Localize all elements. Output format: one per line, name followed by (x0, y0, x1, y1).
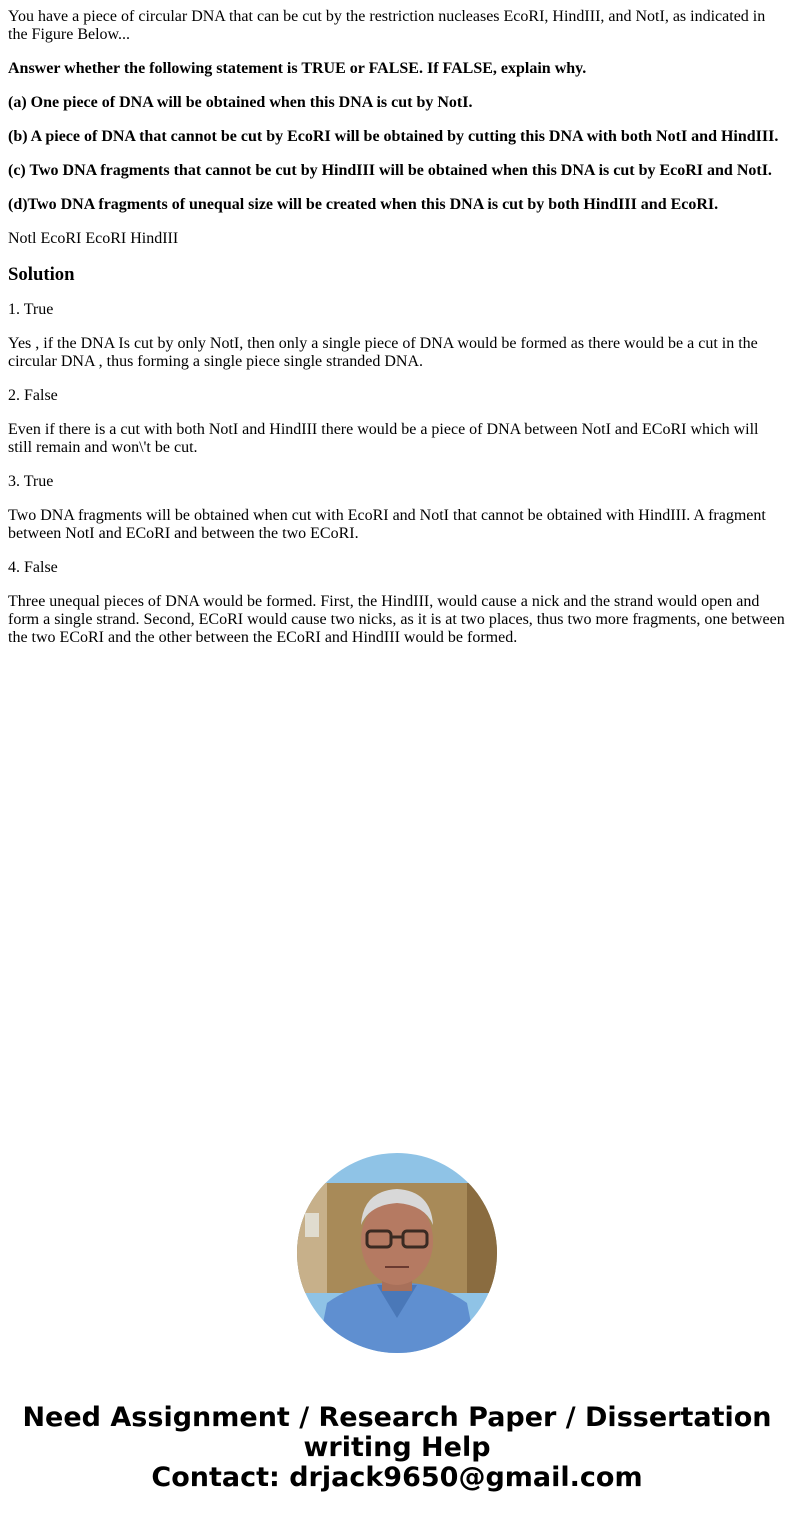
answer-3-verdict: 3. True (8, 473, 54, 490)
contact-footer (0, 1403, 794, 1493)
statement-c: (c) Two DNA fragments that cannot be cut by HindIII will be obtained when this DNA is cut by EcoRI and NotI. (8, 162, 772, 179)
footer-contact-line: Contact: drjack9650@gmail.com (151, 1462, 643, 1493)
figure-labels: Notl EcoRI EcoRI HindIII (8, 230, 179, 247)
answer-2-verdict: 2. False (8, 387, 58, 404)
answer-2-explanation: Even if there is a cut with both NotI and HindIII there would be a piece of DNA between NotI and ECoRI which will still remain and won\'t be cut. (8, 421, 759, 456)
question-intro: You have a piece of circular DNA that can be cut by the restriction nucleases EcoRI, HindIII, and NotI, as indicated in the Figure Below... (8, 8, 766, 43)
document-body (8, 8, 786, 663)
footer-line-1: Need Assignment / Research Paper / Dissertation (22, 1402, 772, 1433)
solution-heading: Solution (8, 264, 75, 285)
statement-d: (d)Two DNA fragments of unequal size will be created when this DNA is cut by both HindIII and EcoRI. (8, 196, 719, 213)
answer-1-verdict: 1. True (8, 301, 54, 318)
footer-line-2: writing Help (303, 1432, 491, 1463)
answer-4-verdict: 4. False (8, 559, 58, 576)
statement-b: (b) A piece of DNA that cannot be cut by EcoRI will be obtained by cutting this DNA with both NotI and HindIII. (8, 128, 779, 145)
statement-a: (a) One piece of DNA will be obtained when this DNA is cut by NotI. (8, 94, 473, 111)
answer-1-explanation: Yes , if the DNA Is cut by only NotI, then only a single piece of DNA would be formed as there would be a cut in the circular DNA , thus forming a single piece single stranded DNA. (8, 335, 758, 370)
question-instruction: Answer whether the following statement is TRUE or FALSE. If FALSE, explain why. (8, 60, 587, 77)
answer-3-explanation: Two DNA fragments will be obtained when cut with EcoRI and NotI that cannot be obtained with HindIII. A fragment between NotI and ECoRI and between the two ECoRI. (8, 507, 766, 542)
answer-4-explanation: Three unequal pieces of DNA would be formed. First, the HindIII, would cause a nick and the strand would open and form a single strand. Second, ECoRI would cause two nicks, as it is at two places, thus two more fragments, one between the two ECoRI and the other between the ECoRI and HindIII would be formed. (8, 593, 785, 646)
author-avatar (297, 1153, 497, 1353)
